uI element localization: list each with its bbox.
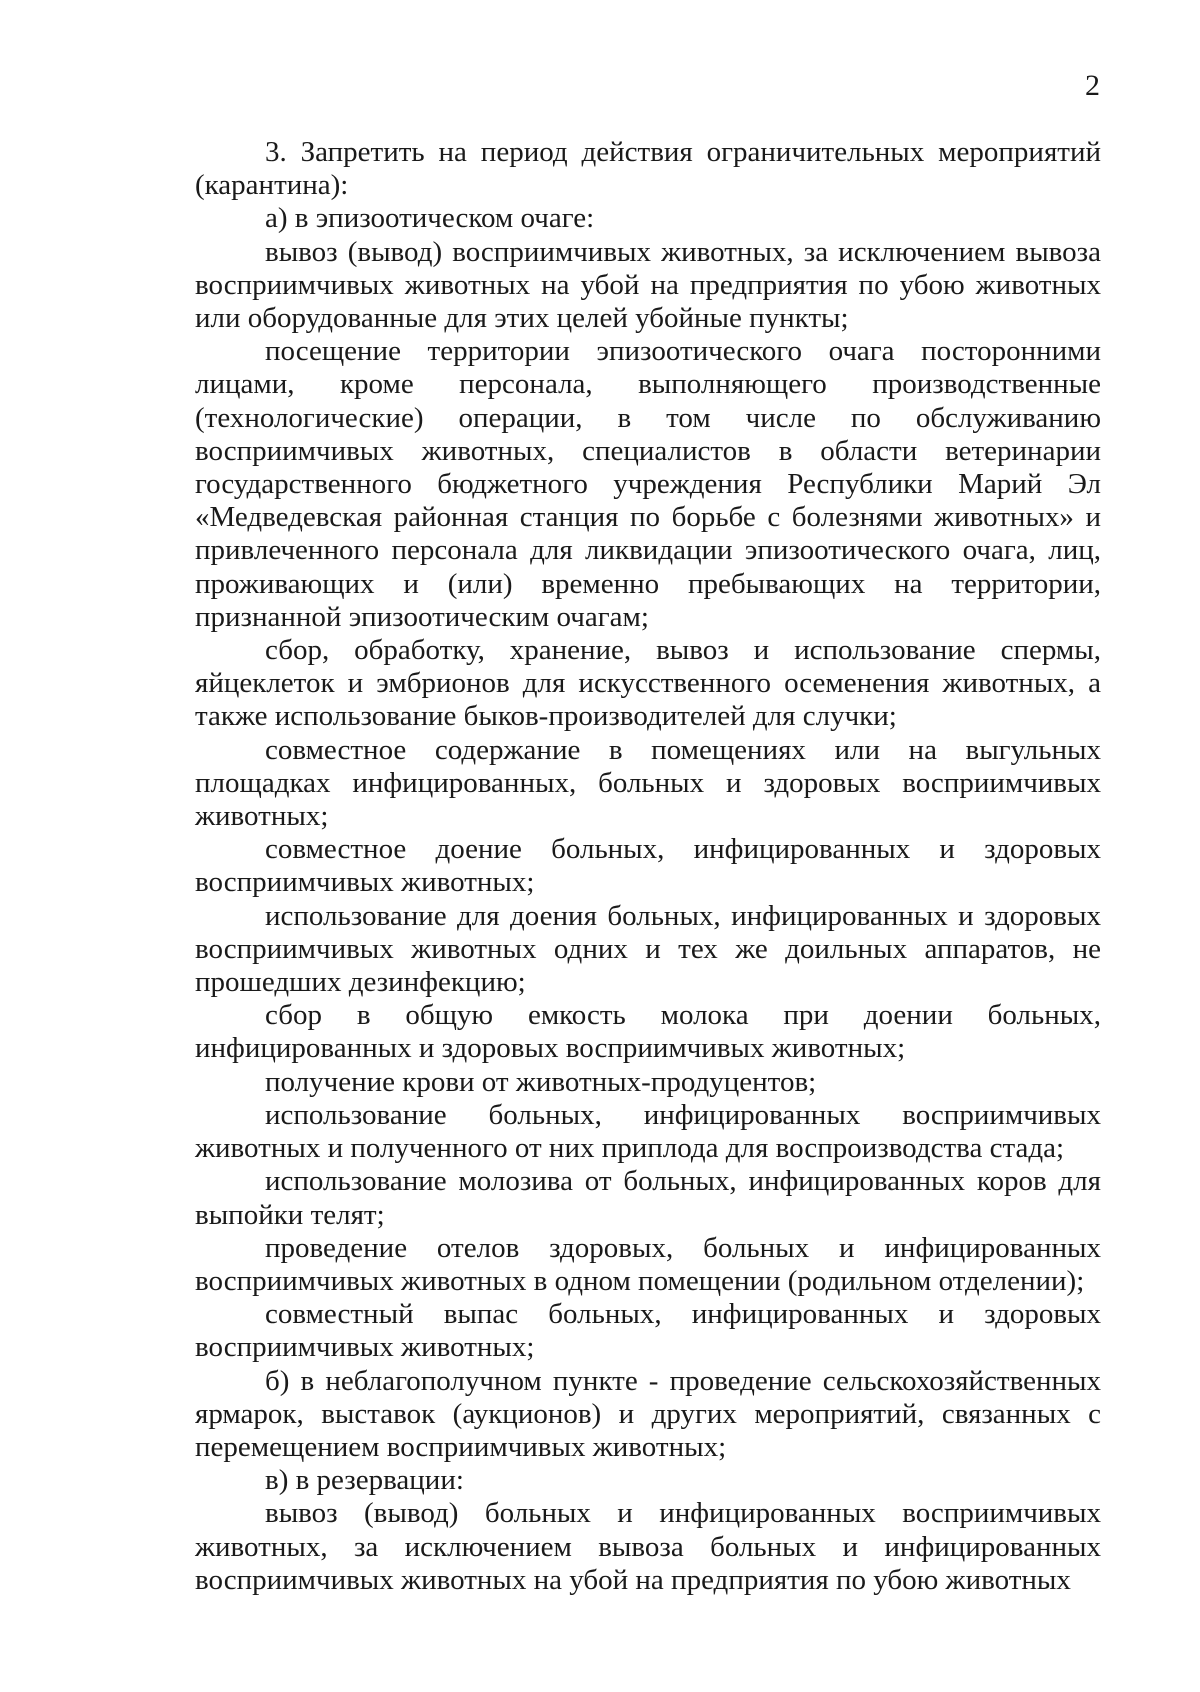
paragraph: использование для доения больных, инфицированных и здоровых восприимчивых животных одних и тех же доильных аппаратов, не прошедших дезинфекцию; bbox=[195, 899, 1101, 999]
subitem-v-heading: в) в резервации: bbox=[265, 1464, 464, 1497]
paragraph: вывоз (вывод) восприимчивых животных, за исключением вывоза восприимчивых животных на убой на предприятия по убою животных или оборудованные для этих целей убойные пункты; bbox=[195, 235, 1101, 335]
paragraph: совместный выпас больных, инфицированных и здоровых восприимчивых животных; bbox=[195, 1298, 1101, 1364]
paragraph: вывоз (вывод) больных и инфицированных восприимчивых животных, за исключением вывоза больных и инфицированных восприимчивых животных на убой на предприятия по убою животных bbox=[195, 1497, 1101, 1596]
paragraph: проведение отелов здоровых, больных и инфицированных восприимчивых животных в одном помещении (родильном отделении); bbox=[195, 1231, 1101, 1297]
paragraph: использование молозива от больных, инфицированных коров для выпойки телят; bbox=[195, 1165, 1101, 1231]
paragraph: совместное содержание в помещениях или на выгульных площадках инфицированных, больных и здоровых восприимчивых животных; bbox=[195, 733, 1101, 833]
subitem-b-paragraph: б) в неблагополучном пункте - проведение сельскохозяйственных ярмарок, выставок (аукционов) и других мероприятий, связанных с перемещением восприимчивых животных; bbox=[195, 1364, 1101, 1463]
page-number: 2 bbox=[1085, 69, 1100, 102]
paragraph: использование больных, инфицированных восприимчивых животных и полученного от них приплода для воспроизводства стада; bbox=[195, 1098, 1101, 1165]
paragraph: совместное доение больных, инфицированных и здоровых восприимчивых животных; bbox=[195, 833, 1101, 899]
paragraph: сбор в общую емкость молока при доении больных, инфицированных и здоровых восприимчивых животных; bbox=[195, 999, 1101, 1065]
subitem-a-heading: а) в эпизоотическом очаге: bbox=[265, 202, 595, 235]
paragraph: посещение территории эпизоотического очага посторонними лицами, кроме персонала, выполняющего производственные (технологические) операции, в том числе по обслуживанию восприимчивых животных, специалистов в области ветеринарии государственного бюджетного учреждения Республики Марий Эл «Медведевская районная станция по борьбе с болезнями животных» и привлеченного персонала для ликвидации эпизоотического очага, лиц, проживающих и (или) временно пребывающих на территории, признанной эпизоотическим очагам; bbox=[195, 335, 1101, 633]
paragraph: сбор, обработку, хранение, вывоз и использование спермы, яйцеклеток и эмбрионов для искусственного осеменения животных, а также использование быков-производителей для случки; bbox=[195, 634, 1101, 733]
paragraph-3-heading: 3. Запретить на период действия ограничительных мероприятий (карантина): bbox=[195, 136, 1101, 202]
paragraph: получение крови от животных-продуцентов; bbox=[265, 1065, 817, 1098]
document-body bbox=[195, 136, 1101, 1597]
